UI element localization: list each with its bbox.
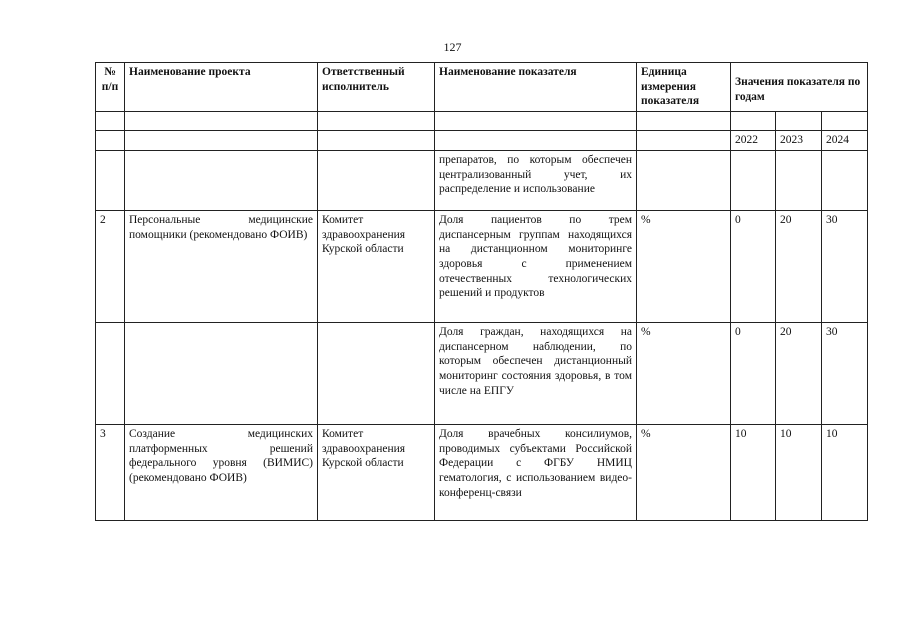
row-project bbox=[125, 322, 318, 424]
row-value-2024: 30 bbox=[822, 322, 868, 424]
row-value-2024: 10 bbox=[822, 424, 868, 520]
row-project: Персональные медицинские помощники (рекомендовано ФОИВ) bbox=[125, 210, 318, 322]
year-2023: 2023 bbox=[776, 131, 822, 151]
row-num: 2 bbox=[96, 210, 125, 322]
row-value-2022: 10 bbox=[731, 424, 776, 520]
year-2024: 2024 bbox=[822, 131, 868, 151]
header-indicator: Наименование показателя bbox=[435, 63, 637, 112]
row-indicator: препаратов, по которым обеспечен централизованный учет, их распределение и использование bbox=[435, 150, 637, 210]
table-row bbox=[96, 150, 868, 210]
header-spacer-row bbox=[96, 112, 868, 131]
row-value-2023: 20 bbox=[776, 322, 822, 424]
row-num bbox=[96, 322, 125, 424]
row-value-2024 bbox=[822, 150, 868, 210]
row-unit: % bbox=[637, 322, 731, 424]
table-row bbox=[96, 424, 868, 520]
row-indicator: Доля пациентов по трем диспансерным группам находящихся на дистанционном мониторинге здоровья с применением отечественных технологических решений и продуктов bbox=[435, 210, 637, 322]
years-row bbox=[96, 131, 868, 151]
row-indicator: Доля граждан, находящихся на диспансерном наблюдении, по которым обеспечен дистанционный мониторинг состояния здоровья, в том числе на ЕПГУ bbox=[435, 322, 637, 424]
row-unit: % bbox=[637, 210, 731, 322]
row-value-2022: 0 bbox=[731, 210, 776, 322]
row-value-2022: 0 bbox=[731, 322, 776, 424]
table-row bbox=[96, 210, 868, 322]
year-2022: 2022 bbox=[731, 131, 776, 151]
row-value-2023 bbox=[776, 150, 822, 210]
row-value-2022 bbox=[731, 150, 776, 210]
page-number: 127 bbox=[443, 40, 462, 54]
row-num: 3 bbox=[96, 424, 125, 520]
row-num bbox=[96, 150, 125, 210]
row-value-2023: 20 bbox=[776, 210, 822, 322]
row-value-2024: 30 bbox=[822, 210, 868, 322]
header-responsible: Ответственный исполнитель bbox=[318, 63, 435, 112]
header-row bbox=[96, 63, 868, 112]
row-indicator: Доля врачебных консилиумов, проводимых субъектами Российской Федерации с ФГБУ НМИЦ гематология, с использованием видео-конференц-связи bbox=[435, 424, 637, 520]
row-value-2023: 10 bbox=[776, 424, 822, 520]
row-responsible bbox=[318, 322, 435, 424]
table-row bbox=[96, 322, 868, 424]
header-project: Наименование проекта bbox=[125, 63, 318, 112]
row-unit: % bbox=[637, 424, 731, 520]
row-project: Создание медицинских платформенных решений федерального уровня (ВИМИС) (рекомендовано ФОИВ) bbox=[125, 424, 318, 520]
header-num: № п/п bbox=[96, 63, 125, 112]
row-unit bbox=[637, 150, 731, 210]
row-responsible: Комитет здравоохранения Курской области bbox=[318, 424, 435, 520]
row-project bbox=[125, 150, 318, 210]
row-responsible bbox=[318, 150, 435, 210]
header-values: Значения показателя по годам bbox=[731, 63, 868, 112]
indicators-table bbox=[95, 62, 868, 521]
row-responsible: Комитет здравоохранения Курской области bbox=[318, 210, 435, 322]
header-unit: Единица измерения показателя bbox=[637, 63, 731, 112]
